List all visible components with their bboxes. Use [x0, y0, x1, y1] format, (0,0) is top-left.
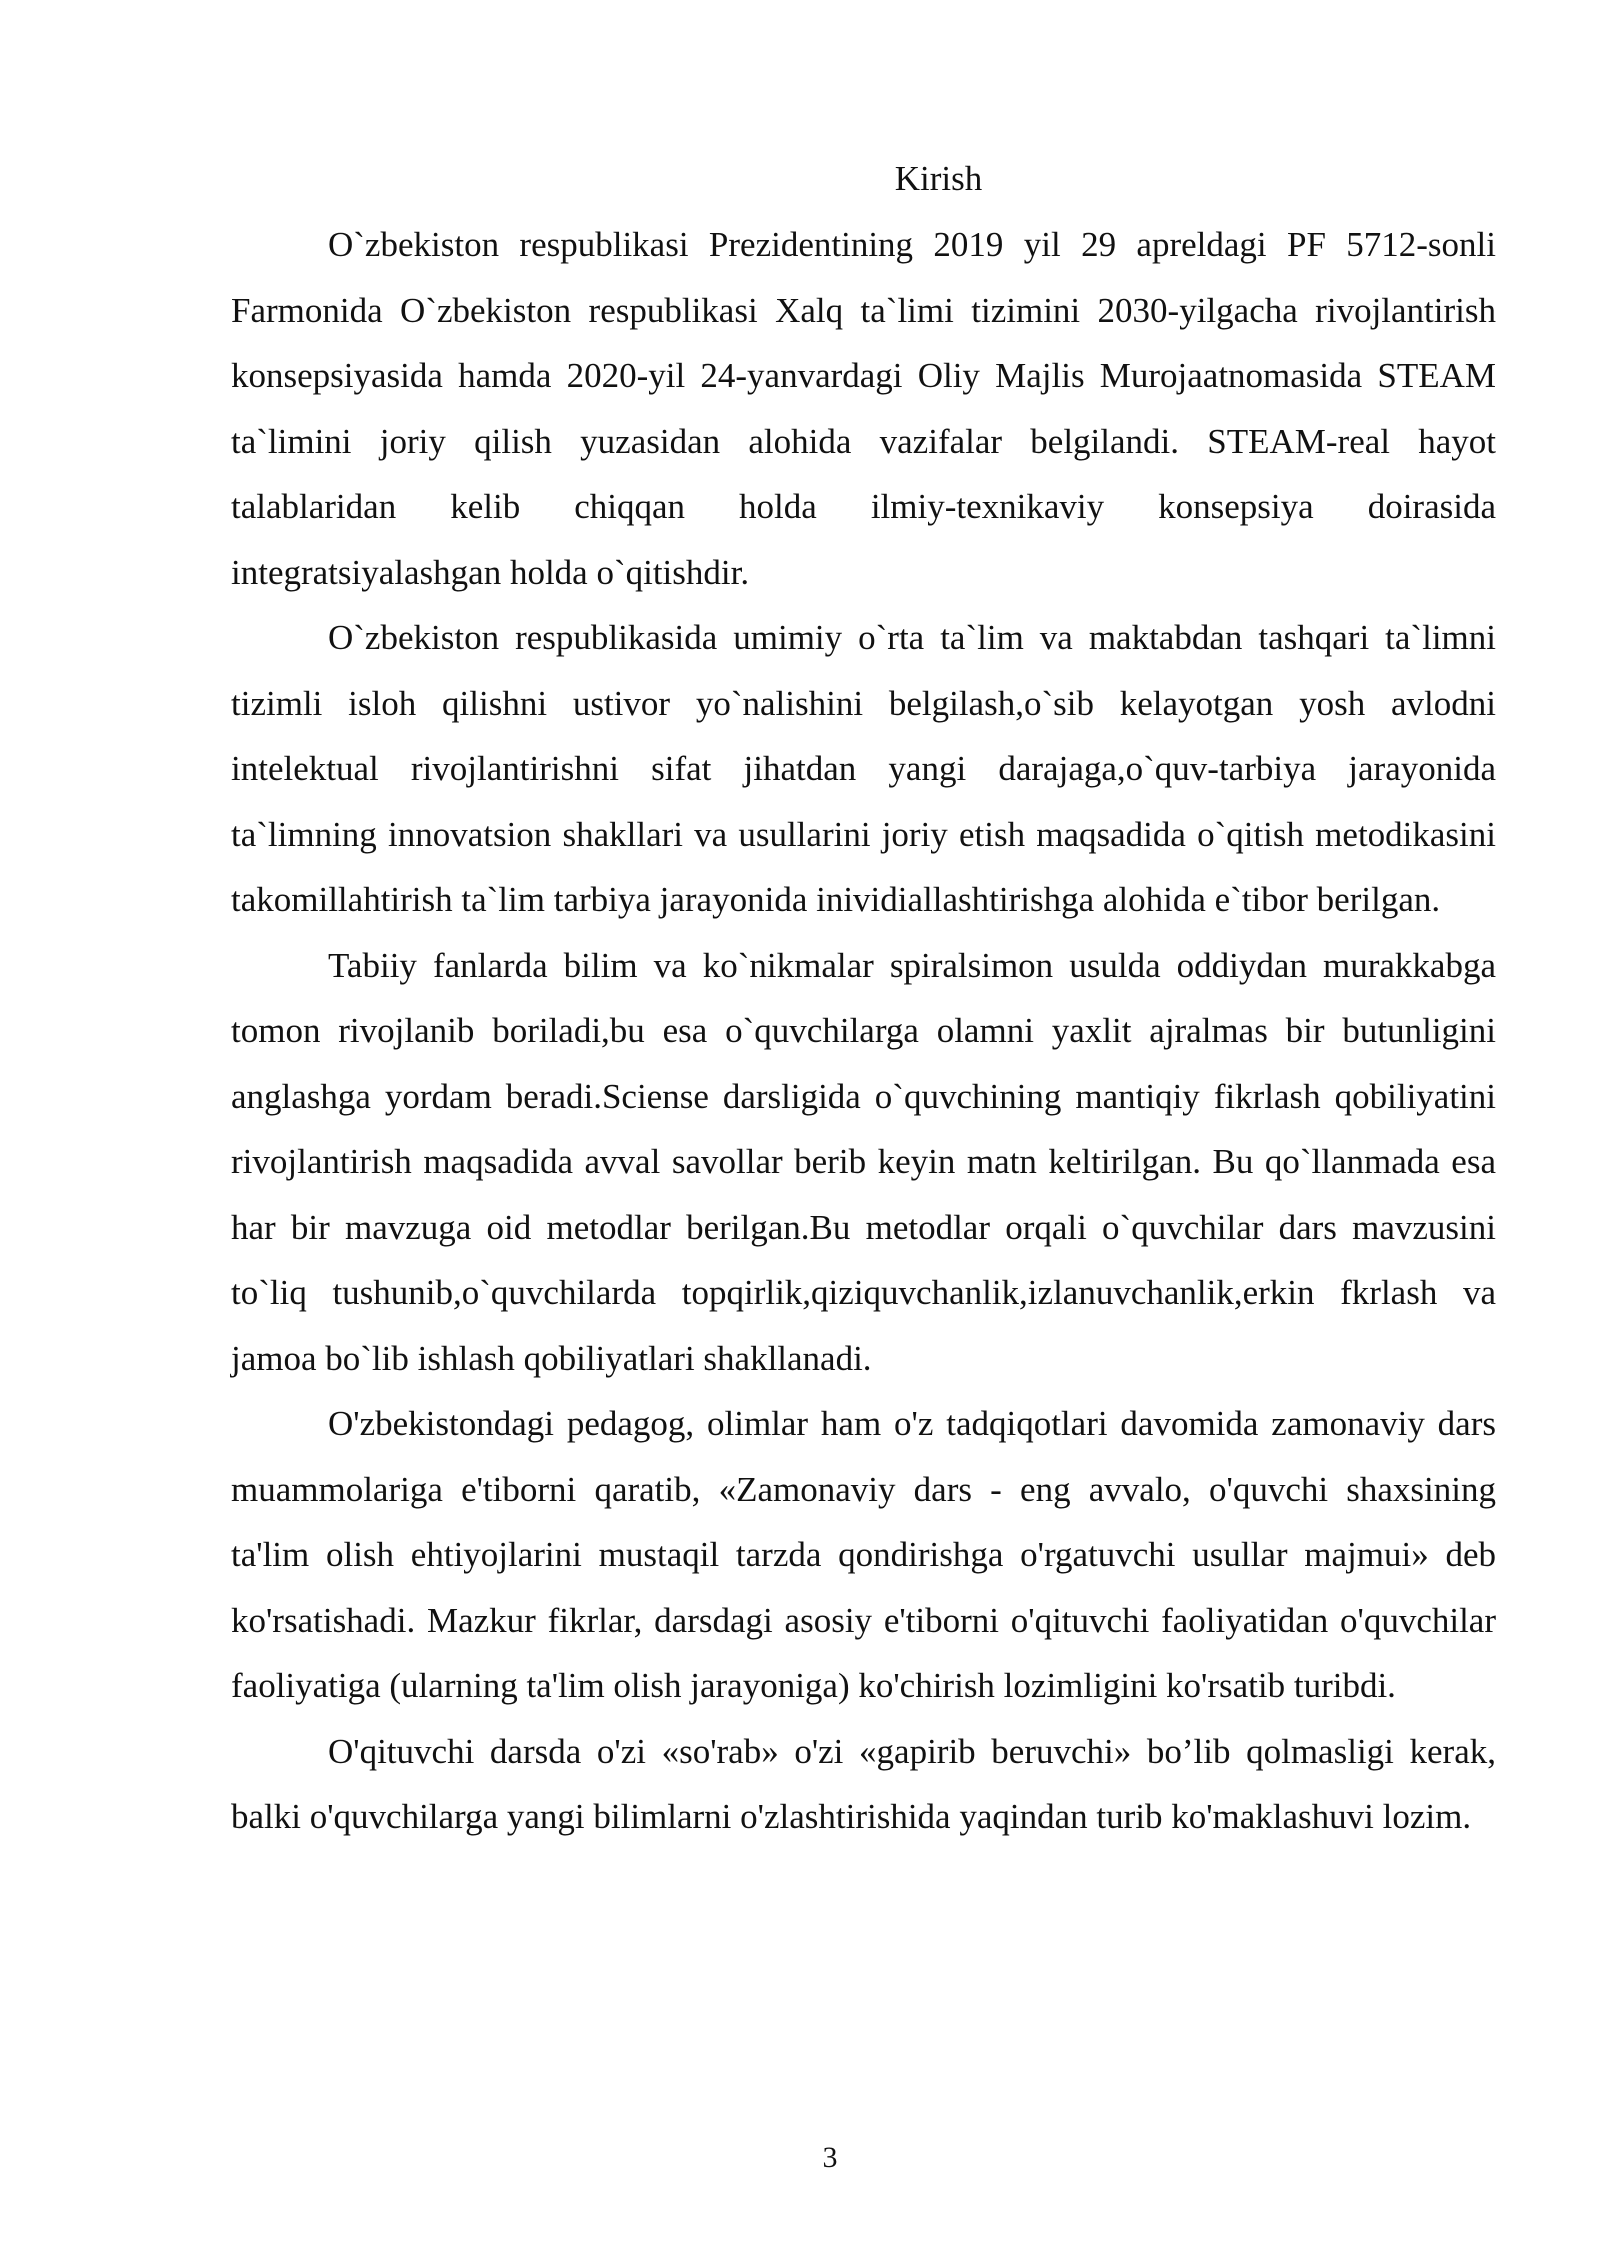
paragraph-5: O'qituvchi darsda o'zi «so'rab» o'zi «gapirib beruvchi» bo’lib qolmasligi kerak, balki o'quvchilarga yangi bilimlarni o'zlashtirishida yaqindan turib ko'maklashuvi lozim. — [231, 1731, 1496, 1836]
paragraph-1: O`zbekiston respublikasi Prezidentining 2019 yil 29 apreldagi PF 5712-sonli Farmonida O`zbekiston respublikasi Xalq ta`limi tizimini 2030-yilgacha rivojlantirish konsepsiyasida hamda 2020-yil 24-yanvardagi Oliy Majlis Murojaatnomasida STEAM ta`limini joriy qilish yuzasidan alohida vazifalar belgilandi. STEAM-real hayot talablaridan kelib chiqqan holda ilmiy-texnikaviy konsepsiya doirasida integratsiyalashgan holda o`qitishdir. — [231, 225, 1496, 592]
paragraph-4: O'zbekistondagi pedagog, olimlar ham o'z tadqiqotlari davomida zamonaviy dars muammolariga e'tiborni qaratib, «Zamonaviy dars - eng avvalo, o'quvchi shaxsining ta'lim olish ehtiyojlarini mustaqil tarzda qondirishga o'rgatuvchi usullar majmui» deb ko'rsatishadi. Mazkur fikrlar, darsdagi asosiy e'tiborni o'qituvchi faoliyatidan o'quvchilar faoliyatiga (ularning ta'lim olish jarayoniga) ko'chirish lozimligini ko'rsatib turibdi. — [231, 1404, 1496, 1705]
document-body — [231, 146, 1496, 1850]
page-number: 3 — [822, 2141, 838, 2174]
paragraph-3: Tabiiy fanlarda bilim va ko`nikmalar spiralsimon usulda oddiydan murakkabga tomon rivojlanib boriladi,bu esa o`quvchilarga olamni yaxlit ajralmas bir butunligini anglashga yordam beradi.Sciense darsligida o`quvchining mantiqiy fikrlash qobiliyatini rivojlantirish maqsadida avval savollar berib keyin matn keltirilgan. Bu qo`llanmada esa har bir mavzuga oid metodlar berilgan.Bu metodlar orqali o`quvchilar dars mavzusini to`liq tushunib,o`quvchilarda topqirlik,qiziquvchanlik,izlanuvchanlik,erkin fkrlash va jamoa bo`lib ishlash qobiliyatlari shakllanadi. — [231, 945, 1496, 1378]
paragraph-2: O`zbekiston respublikasida umimiy o`rta ta`lim va maktabdan tashqari ta`limni tizimli isloh qilishni ustivor yo`nalishini belgilash,o`sib kelayotgan yosh avlodni intelektual rivojlantirishni sifat jihatdan yangi darajaga,o`quv-tarbiya jarayonida ta`limning innovatsion shakllari va usullarini joriy etish maqsadida o`qitish metodikasini takomillahtirish ta`lim tarbiya jarayonida inividiallashtirishga alohida e`tibor berilgan. — [231, 618, 1496, 919]
section-title: Kirish — [894, 159, 983, 198]
